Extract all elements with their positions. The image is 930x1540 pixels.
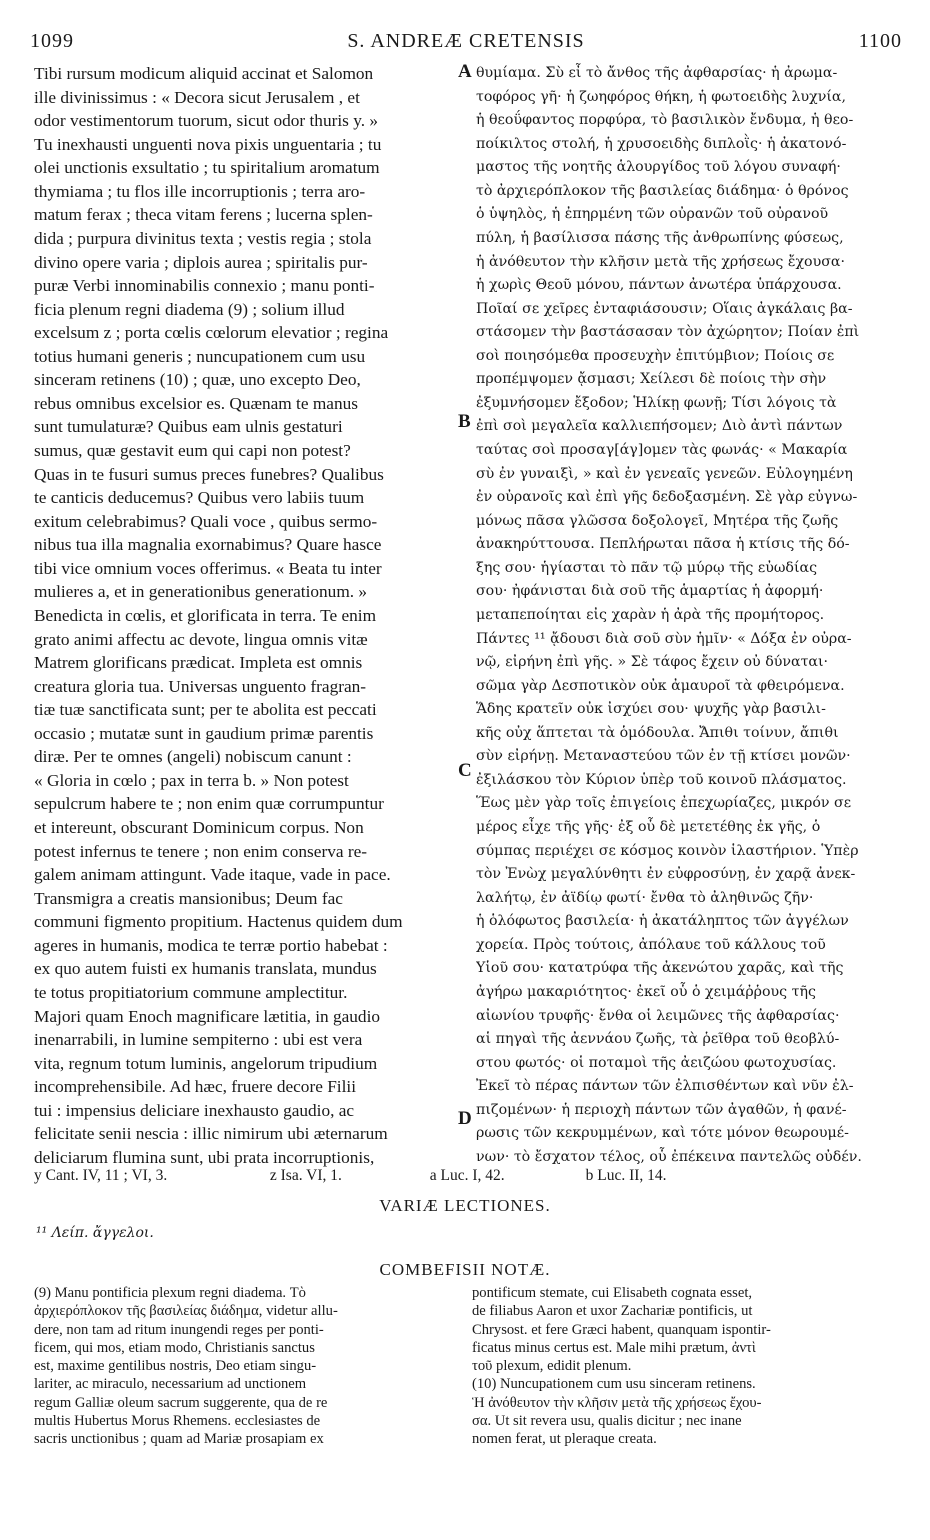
greek-text-line: στάσομεν τὴν βαστάσασαν τὸν ἀχώρητον; Ποίαν ἐπὶ (476, 324, 860, 341)
greek-text-line: ἐξυμνήσομεν ἔξοδον; Ἡλίκῃ φωνῇ; Τίσι λόγοις τὰ (476, 394, 837, 411)
greek-text-line: τὸ ἀρχιερόπλοκον τῆς βασιλείας διάδημα· ὁ θρόνος (476, 182, 849, 199)
notes-left-column (34, 1284, 450, 1449)
greek-text-line: μεταπεποίηται εἰς χαρὰν ἡ ἀρὰ τῆς προμήτορος. (476, 606, 825, 623)
greek-text-line: ρωσις τῶν κεκρυμμένων, καὶ τότε μόνον θεωρουμέ- (476, 1125, 849, 1142)
note-line: sacris unctionibus ; quam ad Mariæ prosapiam ex (34, 1431, 324, 1448)
greek-text-line: ὁ ὑψηλὸς, ἡ ἐπηρμένη τῶν οὐρανῶν τοῦ οὐρανοῦ (476, 206, 829, 223)
latin-text-line: potest infernus te tenere ; non enim conserva re- (34, 841, 368, 861)
note-line: lariter, ac miraculo, necessarium ad unctionem (34, 1376, 307, 1393)
margin-letter-d: D (458, 1108, 472, 1129)
latin-text-line: dida ; purpura divinitus texta ; vestis regia ; stola (34, 228, 372, 248)
greek-text-line: ἐπὶ σοὶ μεγαλεῖα καλλιεπήσομεν; Διὸ ἀντὶ πάντων (476, 418, 843, 435)
latin-text-line: ageres in humanis, modica te terræ portio habebat : (34, 935, 388, 955)
latin-text-line: odor vestimentorum tuorum, sicut odor thuris y. » (34, 111, 378, 131)
note-line: pontificum stemate, cui Elisabeth cognata esset, (472, 1285, 753, 1301)
greek-column (476, 62, 904, 1169)
reference-luc-2: b Luc. II, 14. (585, 1167, 667, 1184)
latin-text-line: Benedicta in cœlis, et glorificata in terra. Te enim (34, 605, 377, 625)
reference-cant: y Cant. IV, 11 ; VI, 3. (34, 1167, 168, 1184)
greek-text-line: σύμπας περιέχει σε κόσμος κοινὸν ἱλαστήριον. Ὑπὲρ (476, 842, 859, 859)
latin-text-line: Tu inexhausti unguenti nova pixis unguentaria ; tu (34, 134, 382, 154)
greek-text-line: Ἐκεῖ τὸ πέρας πάντων τῶν ἐλπισθέντων καὶ νῦν ἐλ- (476, 1078, 854, 1095)
latin-text-line: totius humani generis ; nuncupationem cum usu (34, 346, 366, 366)
note-line: nomen ferat, ut pleraque creata. (472, 1431, 657, 1448)
running-header (30, 30, 902, 60)
greek-text-line: ἡ θεοΰφαντος πορφύρα, τὸ βασιλικὸν ἔνδυμα, ἡ θεο- (476, 112, 854, 129)
greek-text-line: μαστος τῆς νοητῆς ἁλουργίδος τοῦ λόγου συναφή· (476, 159, 841, 176)
note-line: Chrysost. et fere Græci habent, quanquam ispontir- (472, 1321, 771, 1338)
margin-letter-b: B (458, 411, 471, 432)
greek-text-line: αἱ πηγαὶ τῆς ἀεννάου ζωῆς, τὰ ῥεῖθρα τοῦ θεοβλύ- (476, 1031, 840, 1048)
page-number-right: 1100 (858, 30, 902, 52)
latin-text-line: sumus, quæ gestavit eum qui capi non potest? (34, 441, 351, 460)
greek-text-line: κῆς οὐχ ἅπτεται τὰ ὁμόδουλα. Ἄπιθι τοίνυν, ἄπιθι (476, 724, 839, 741)
latin-text-line: thymiama ; tu flos ille incorruptionis ; terra aro- (34, 181, 366, 201)
latin-text-line: divino opere varia ; diplois aurea ; spiritalis pur- (34, 252, 368, 272)
greek-text-line: λαλήτῳ, ἐν ἀϊδίῳ φωτί· ἔνθα τὸ ἀληθινῶς ζῆν· (476, 889, 814, 906)
latin-text-line: occasio ; mutatæ sunt in gaudium primæ parentis (34, 723, 374, 743)
greek-text-line: ἐν οὐρανοῖς καὶ ἐπὶ γῆς δεδοξασμένη. Σὲ γὰρ εὐγνω- (476, 489, 858, 506)
note-line: regum Galliæ oleum sacrum suggerente, qua de re (34, 1394, 328, 1411)
reference-isa: z Isa. VI, 1. (269, 1167, 342, 1184)
note-line: σα. Ut sit revera usu, qualis dicitur ; nec inane (472, 1413, 742, 1430)
greek-text-line: χορεία. Πρὸς τούτοις, ἀπόλαυε τοῦ κάλλους τοῦ (476, 936, 826, 953)
greek-text-line: μόνως πᾶσα γλῶσσα δοξολογεῖ, Μητέρα τῆς ζωῆς (476, 512, 839, 529)
latin-text-line: sunt tumulaturæ? Quibus eam ulnis gestaturi (34, 417, 343, 437)
greek-text-line: ἡ ἀνόθευτον τὴν κλῆσιν μετὰ τῆς χρήσεως ἔχουσα· (476, 253, 845, 270)
latin-text-line: grato animi affectu ac devote, lingua omnis vitæ (34, 629, 368, 649)
latin-text-line: Majori quam Enoch magnificare lætitia, in gaudio (34, 1006, 381, 1026)
greek-text-line: σὺν εἰρήνῃ. Μεταναστεύου τῶν ἐν τῇ κτίσει μονῶν· (476, 748, 851, 765)
latin-text-line: sinceram retinens (10) ; quæ, uno excepto Deo, (34, 370, 361, 390)
latin-text-line: sepulcrum habere te ; non enim quæ corrumpuntur (34, 794, 384, 814)
greek-text-line: ταύτας σοὶ προσαγ[άγ]ομεν τὰς φωνάς· « Μακαρία (476, 442, 848, 458)
greek-text-line: σοὶ ποιησόμεθα προσευχὴν ἐπιτύμβιον; Ποίοις σε (476, 347, 835, 364)
note-line: de filiabus Aaron et uxor Zachariæ pontificis, ut (472, 1303, 753, 1320)
scripture-references (34, 1167, 914, 1185)
page-number-left: 1099 (30, 30, 74, 52)
greek-text-line: ξης σου· ἡγίασται τὸ πᾶν τῷ μύρῳ τῆς εὐωδίας (476, 559, 818, 576)
latin-text-line: matum ferax ; theca vitam ferens ; lucerna splen- (34, 205, 373, 225)
greek-text-line: Ἕως μὲν γὰρ τοῖς ἐπιγείοις ἐπεχωρίαζες, μικρόν σε (476, 795, 852, 812)
greek-text-line: νῷ, εἰρήνη ἐπὶ γῆς. » Σὲ τάφος ἔχειν οὐ δύναται· (476, 654, 829, 671)
latin-column (34, 62, 454, 1169)
latin-text-line: vita, regnum totum luminis, angelorum tripudium (34, 1053, 378, 1073)
greek-text-line: ἀνακηρύττουσα. Πεπλήρωται πᾶσα ἡ κτίσις τῆς δό- (476, 536, 850, 553)
latin-text-line: diræ. Per te omnes (angeli) nobiscum canunt : (34, 747, 352, 767)
greek-text-line: τὸν Ἐνὼχ μεγαλύνθητι ἐν εὐφροσύνῃ, ἐν χαρᾷ ἀνεκ- (476, 866, 856, 883)
note-line: multis Hubertus Morus Rhemens. ecclesiastes de (34, 1413, 321, 1430)
latin-text-line: inenarrabili, in lumine sempiterno : ubi est vera (34, 1030, 363, 1050)
note-line: (9) Manu pontificia plexum regni diadema. Τὸ (34, 1285, 306, 1301)
note-line: ἀρχιερόπλοκον τῆς βασιλείας διάδημα, videtur allu- (34, 1303, 338, 1320)
greek-text-line: πιζομένων· ἡ περιοχὴ πάντων τῶν ἀγαθῶν, ἡ φανέ- (476, 1101, 847, 1118)
latin-text-line: Transmigra a creatis mansionibus; Deum fac (34, 888, 343, 908)
greek-text-line: προπέμψομεν ᾄσμασι; Χείλεσι δὲ ποίοις τὴν σὴν (476, 371, 827, 388)
greek-text-line: στου φωτός· οἱ ποταμοὶ τῆς ἀειζώου φωτοχυσίας. (476, 1054, 837, 1071)
latin-text-line: felicitate senii nescia : illic nimirum ubi æternarum (34, 1124, 388, 1144)
latin-text-line: Tibi rursum modicum aliquid accinat et Salomon (34, 64, 374, 83)
running-title: S. ANDREÆ CRETENSIS (347, 30, 585, 52)
latin-text-line: exitum celebrabimus? Quali voce , quibus sermo- (34, 511, 378, 531)
latin-text-line: galem animam attingunt. Vade itaque, vade in pace. (34, 865, 391, 885)
greek-text-line: σὺ ἐν γυναιξὶ, » καὶ ἐν γενεαῖς γενεῶν. Εὐλογημένη (476, 465, 853, 482)
latin-text-line: creatura gloria tua. Universas unguento fragran- (34, 676, 367, 696)
greek-text-line: τοφόρος γῆ· ἡ ζωηφόρος θήκη, ἡ φωτοειδὴς λυχνία, (476, 88, 847, 105)
latin-text-line: puræ Verbi innominabilis connexio ; manu ponti- (34, 276, 375, 296)
greek-text-line: νων· τὸ ἔσχατον τέλος, οὗ ἐπέκεινα παντελῶς οὐδέν. (476, 1148, 862, 1165)
latin-text-line: ille divinissimus : « Decora sicut Jerusalem , et (34, 87, 360, 107)
latin-text-line: rebus omnibus excelsior es. Quænam te manus (34, 393, 358, 413)
latin-text-line: ficia plenum regni diadema (9) ; solium illud (34, 299, 345, 319)
latin-text-line: tui : impensius deliciare inexhausto gaudio, ac (34, 1100, 355, 1120)
greek-text-line: ἐξιλάσκου τὸν Κύριον ὑπὲρ τοῦ κοινοῦ πλάσματος. (476, 771, 847, 788)
greek-text-line: θυμίαμα. Σὺ εἶ τὸ ἄνθος τῆς ἀφθαρσίας· ἡ ἀρωμα- (476, 65, 838, 81)
greek-text-line: σου· ἠφάνισται διὰ σοῦ τῆς ἁμαρτίας ἡ ἀφορμή· (476, 583, 824, 600)
latin-text-line: deliciarum flumina sunt, ubi prata incorruptionis, (34, 1147, 375, 1167)
note-line: ficem, qui mos, etiam modo, Christianis sanctus (34, 1339, 315, 1356)
greek-text-line: Πάντες ¹¹ ᾄδουσι διὰ σοῦ σὺν ἡμῖν· « Δόξα ἐν οὐρα- (476, 630, 852, 647)
greek-text-line: ποίκιλτος στολή, ἡ χρυσοειδὴς διπλοῒς· ἡ ἀκατονό- (476, 135, 847, 152)
latin-text-line: mulieres a, et in generationibus generationum. » (34, 582, 368, 602)
greek-text-line: Υἱοῦ σου· κατατρύφα τῆς ἀκενώτου χαρᾶς, καὶ τῆς (476, 960, 844, 977)
greek-text-line: ἀγήρω μακαριότητος· ἐκεῖ οὗ ὁ χειμάῤῥους τῆς (476, 983, 816, 1000)
note-line: est, maxime gentilibus nostris, Deo etiam singu- (34, 1358, 317, 1375)
greek-text-line: Ἅδης κρατεῖν οὐκ ἰσχύει σου· ψυχῆς γὰρ βασιλι- (476, 701, 826, 718)
note-line: ficatus minus certus est. Male mihi prætum, ἀντὶ (472, 1339, 756, 1356)
latin-text-line: Matrem glorificans prædicat. Impleta est omnis (34, 653, 363, 673)
latin-text-line: et intereunt, obscurant Dominicum corpus. Non (34, 818, 364, 837)
latin-text-line: te canticis deducemus? Quibus vero labiis tuum (34, 488, 365, 508)
latin-text-line: tiæ tuæ sanctificata sunt; per te abolita est peccati (34, 700, 377, 720)
greek-text-line: ἡ χωρὶς Θεοῦ μόνου, πάντων ἀνωτέρα ὑπάρχουσα. (476, 277, 842, 294)
latin-text-line: « Gloria in cœlo ; pax in terra b. » Non potest (34, 770, 349, 790)
reference-luc-1: a Luc. I, 42. (429, 1167, 505, 1184)
latin-text-line: tibi vice omnium voces offerimus. « Beata tu inter (34, 558, 382, 578)
greek-text-line: ἡ ὁλόφωτος βασιλεία· ἡ ἀκατάληπτος τῶν ἀγγέλων (476, 913, 849, 930)
margin-letter-c: C (458, 760, 472, 781)
variae-lectiones-title: VARIÆ LECTIONES. (379, 1196, 551, 1215)
greek-text-line: Ποῖαί σε χεῖρες ἐνταφιάσουσιν; Οἵαις ἀγκάλαις βα- (476, 300, 853, 317)
latin-text-line: olei unctionis exsultatio ; tu spiritalium aromatum (34, 158, 380, 178)
variae-lectiones-item: ¹¹ Λείπ. ἄγγελοι. (36, 1225, 154, 1241)
note-line: dere, non tam ad ritum inungendi reges per ponti- (34, 1321, 324, 1338)
greek-text-line: σῶμα γὰρ Δεσποτικὸν οὐκ ἀμαυροῖ τὰ φθειρόμενα. (476, 677, 845, 694)
greek-text-line: αἰωνίου τρυφῆς· ἔνθα οἱ λειμῶνες τῆς ἀφθαρσίας· (476, 1007, 840, 1024)
note-line: τοῦ plexum, edidit plenum. (472, 1358, 632, 1375)
notes-right-column (472, 1284, 912, 1449)
margin-letter-a: A (458, 61, 472, 82)
latin-text-line: ex quo autem fuisti ex humanis translata, mundus (34, 959, 377, 979)
latin-text-line: excelsum z ; porta cœlis cœlorum elevatior ; regina (34, 323, 389, 343)
note-line: (10) Nuncupationem cum usu sinceram retinens. (472, 1376, 756, 1393)
greek-text-line: μέρος εἶχε τῆς γῆς· ἐξ οὗ δὲ μετετέθης ἐκ γῆς, ὁ (476, 819, 821, 835)
latin-text-line: nibus tua illa magnalia exornabimus? Quare hasce (34, 535, 382, 555)
note-line: Ἡ ἀνόθευτον τὴν κλῆσιν μετὰ τῆς χρήσεως ἔχου- (472, 1394, 762, 1411)
greek-text-line: πύλη, ἡ βασίλισσα πάσης τῆς ἀνθρωπίνης φύσεως, (476, 229, 844, 246)
latin-text-line: communi figmento propitium. Hactenus quidem dum (34, 912, 403, 932)
latin-text-line: Quas in te fusuri sumus preces funebres? Qualibus (34, 464, 384, 484)
latin-text-line: te totus propitiatorium commune amplectitur. (34, 982, 348, 1002)
latin-text-line: incomprehensibile. Ad hæc, fruere decore Filii (34, 1077, 357, 1097)
combefisii-notae-title: COMBEFISII NOTÆ. (379, 1260, 551, 1279)
